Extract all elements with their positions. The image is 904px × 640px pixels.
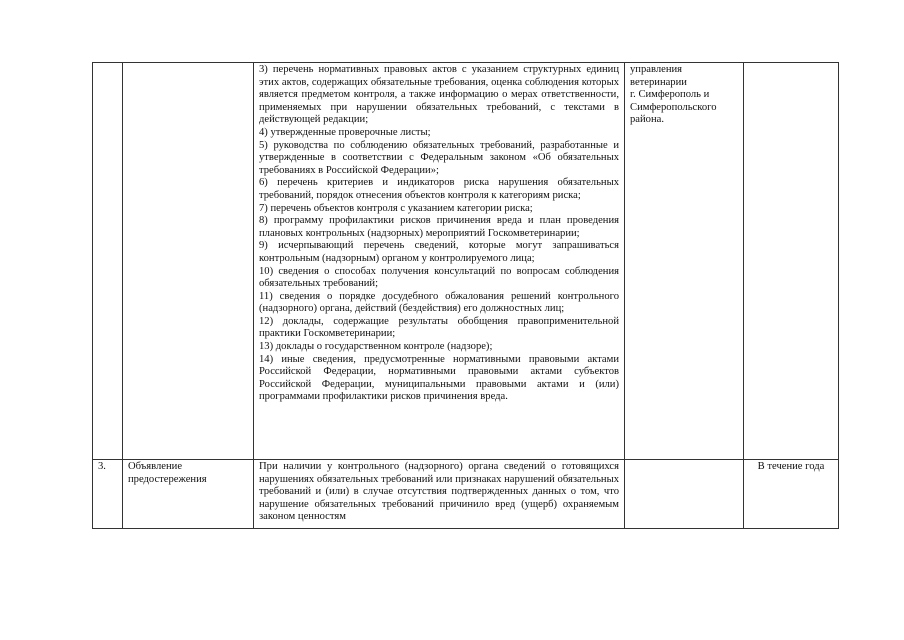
measure-name-cell [123, 63, 254, 460]
measures-table [92, 62, 839, 529]
content-item: 5) руководства по соблюдению обязательных требований, разработанные и утвержденные в соответствии с Федеральным законом «Об обязательных требованиях в Российской Федерации»; [259, 139, 619, 176]
content-item: 4) утвержденные проверочные листы; [259, 126, 431, 138]
measure-name-cell [123, 460, 254, 529]
table-row [93, 460, 839, 529]
content-item: 12) доклады, содержащие результаты обобщения правоприменительной практики Госкомветеринарии; [259, 315, 619, 340]
responsible-line: Симферопольского [630, 101, 717, 113]
content-cell [254, 460, 625, 529]
content-item: 8) программу профилактики рисков причинения вреда и план проведения плановых контрольных (надзорных) мероприятий Госкомветеринарии; [259, 215, 619, 239]
responsible-line: района. [630, 114, 664, 126]
content-item: 6) перечень критериев и индикаторов риска нарушения обязательных требований, порядок отнесения объектов контроля к категориям риска; [259, 177, 619, 201]
content-item: 3) перечень нормативных правовых актов с указанием структурных единиц этих актов, содержащих обязательные требования, оценка соблюдения которых является предметом контроля, а также информацию о мерах ответственности, применяемых при нарушении обязательных требований, с текстами в действующей редакции; [259, 64, 619, 126]
measure-name-line: Объявление [128, 461, 183, 472]
responsible-line: г. Симферополь и [630, 89, 710, 101]
content-item: 10) сведения о способах получения консультаций по вопросам соблюдения обязательных требований; [259, 265, 619, 290]
number-cell [93, 460, 123, 529]
term-text: В течение года [757, 461, 825, 472]
content-item: 14) иные сведения, предусмотренные нормативными правовыми актами Российской Федерации, нормативными правовыми актами субъектов Российской Федерации, муниципальными правовыми актами и (или) программами профилактики рисков причинения вреда. [259, 353, 619, 403]
content-item: 7) перечень объектов контроля с указанием категории риска; [259, 202, 533, 214]
responsible-line: ветеринарии [630, 76, 687, 88]
responsible-cell [625, 460, 744, 529]
row-number: 3. [98, 461, 106, 472]
measure-name-line: предостережения [128, 473, 207, 485]
content-item: 13) доклады о государственном контроле (надзоре); [259, 341, 493, 353]
term-cell [744, 63, 839, 460]
content-item: 11) сведения о порядке досудебного обжалования решений контрольного (надзорного) органа, действий (бездействия) его должностных лиц; [259, 290, 619, 315]
responsible-cell [625, 63, 744, 460]
responsible-line: управления [630, 64, 683, 75]
number-cell [93, 63, 123, 460]
content-cell [254, 63, 625, 460]
table-row [93, 63, 839, 460]
content-item: 9) исчерпывающий перечень сведений, которые могут запрашиваться контрольным (надзорным) органом у контролируемого лица; [259, 240, 619, 264]
term-cell [744, 460, 839, 529]
content-text: При наличии у контрольного (надзорного) органа сведений о готовящихся нарушениях обязательных требований или признаках нарушений обязательных требований и (или) в случае отсутствия подтвержденных данных о том, что нарушение обязательных требований причинило вред (ущерб) охраняемым законом ценностям [259, 461, 619, 523]
